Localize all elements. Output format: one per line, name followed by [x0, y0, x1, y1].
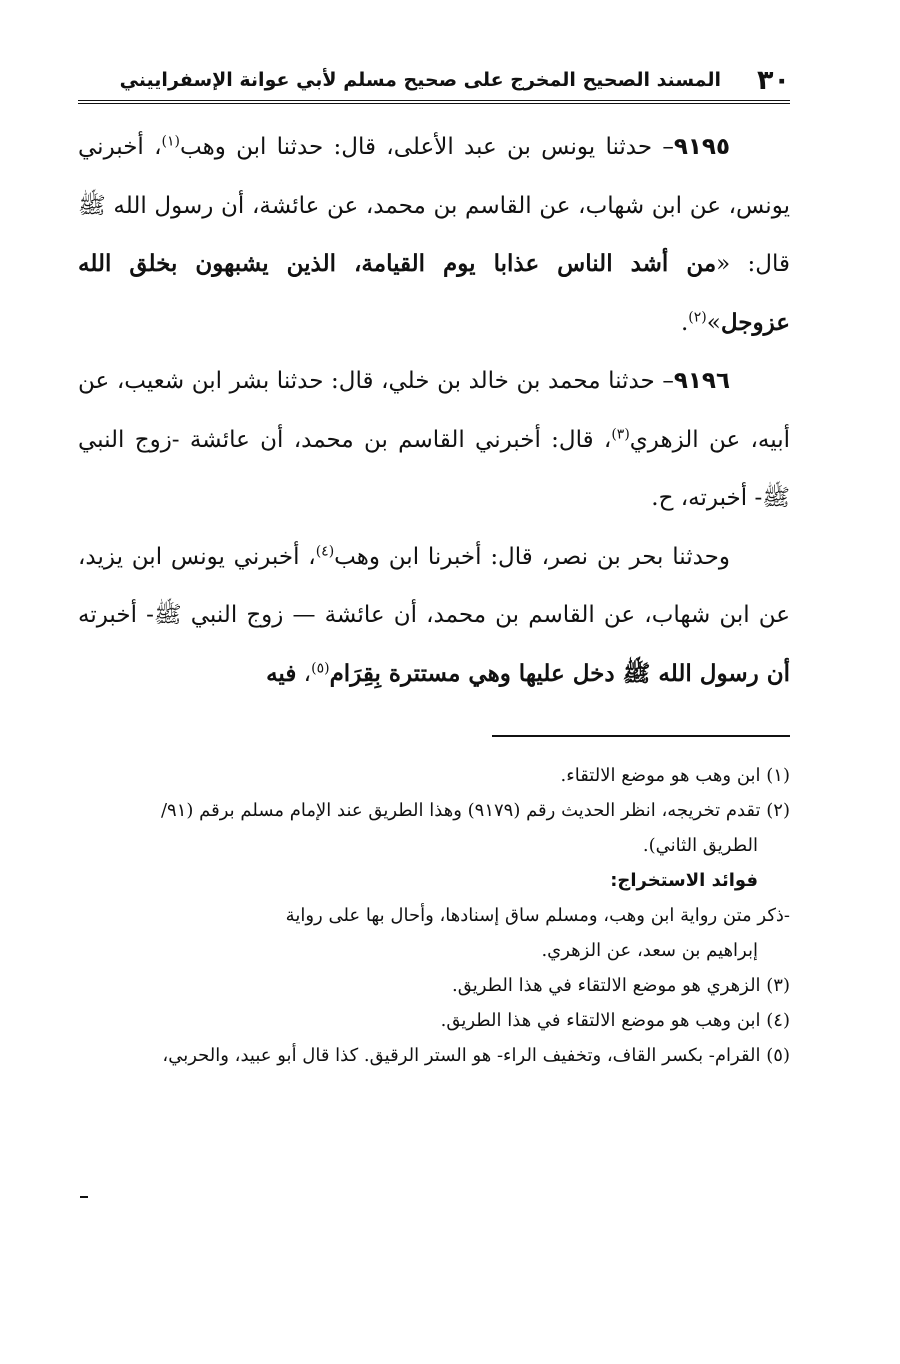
footnote-ref: (٣)	[611, 425, 630, 442]
hadith-9196-second-chain	[78, 528, 790, 704]
hadith-matn: من أشد الناس عذابا يوم القيامة، الذين يشبهون بخلق الله عزوجل	[78, 250, 790, 336]
hadith-text: ، قال: أخبرني القاسم بن محمد، أن عائشة -زوج النبي ﷺ- أخبرته، ح.	[78, 426, 790, 511]
hadith-text: – حدثنا يونس بن عبد الأعلى، قال: حدثنا ابن وهب	[179, 134, 674, 160]
footnote-3: (٣) الزهري هو موضع الالتقاء في هذا الطريق.	[451, 975, 790, 996]
footnote-separator	[492, 735, 790, 737]
hadith-number: ٩١٩٦	[673, 368, 730, 394]
hadith-matn: أن رسول الله ﷺ دخل عليها وهي مستترة بِقِرَام	[329, 659, 790, 687]
footnote-2-continued: الطريق الثاني).	[642, 835, 758, 856]
book-title: المسند الصحيح المخرج على صحيح مسلم لأبي عوانة الإسفراييني	[119, 69, 722, 91]
hadith-text: ، أخبرني يونس، عن ابن شهاب، عن القاسم بن محمد، عن عائشة، أن رسول الله ﷺ قال: «	[78, 134, 790, 277]
hadith-text: – حدثنا محمد بن خالد بن خلي، قال: حدثنا بشر ابن شعيب، عن أبيه، عن الزهري	[78, 368, 790, 453]
footnote-5: (٥) القرام- بكسر القاف، وتخفيف الراء- هو الستر الرقيق. كذا قال أبو عبيد، والحربي،	[162, 1045, 790, 1066]
footnote-2-benefit: -ذكر متن رواية ابن وهب، ومسلم ساق إسنادها، وأحال بها على رواية	[285, 905, 790, 926]
footnote-1: (١) ابن وهب هو موضع الالتقاء.	[560, 765, 790, 786]
footnote-ref: (١)	[161, 133, 180, 150]
hadith-text: »	[706, 309, 721, 336]
hadith-text: .	[680, 309, 689, 336]
footnote-2: (٢) تقدم تخريجه، انظر الحديث رقم (٩١٧٩) وهذا الطريق عند الإمام مسلم برقم (٩١/	[160, 800, 790, 821]
hadith-9196	[78, 352, 790, 528]
extraction-benefits-heading: فوائد الاستخراج:	[610, 870, 758, 891]
footnote-ref: (٥)	[311, 659, 330, 676]
footnote-4: (٤) ابن وهب هو موضع الالتقاء في هذا الطريق.	[440, 1010, 790, 1031]
page-number: ٣٠	[757, 64, 790, 96]
hadith-matn: فيه	[266, 659, 297, 687]
hadith-number: ٩١٩٥	[673, 134, 731, 160]
hadith-9195	[78, 118, 790, 352]
footnotes	[78, 758, 790, 1073]
hadith-text: ، أخبرني يونس ابن يزيد، عن ابن شهاب، عن القاسم بن محمد، أن عائشة — زوج النبي ﷺ- أخبرته	[78, 543, 790, 628]
continuation-mark	[80, 1196, 88, 1198]
hadith-text: وحدثنا بحر بن نصر، قال: أخبرنا ابن وهب	[334, 543, 730, 570]
footnote-2-benefit-continued: إبراهيم بن سعد، عن الزهري.	[541, 940, 758, 961]
footnote-ref: (٤)	[315, 542, 335, 559]
footnote-ref: (٢)	[688, 308, 707, 325]
running-header	[78, 60, 790, 104]
hadith-text: ،	[296, 660, 312, 687]
main-text	[78, 118, 790, 703]
